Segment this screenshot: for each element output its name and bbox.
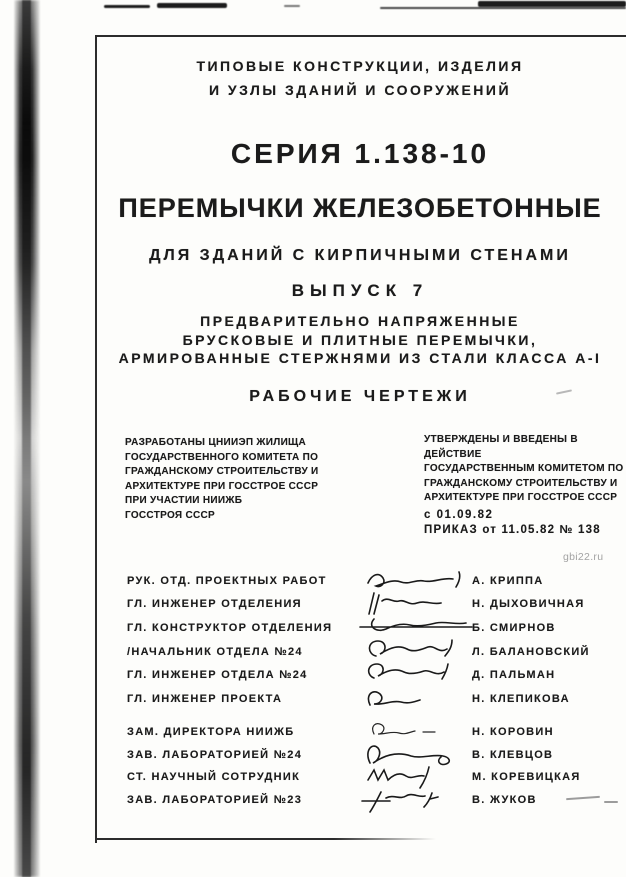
developed-line: ПРИ УЧАСТИИ НИИЖБ: [125, 495, 243, 507]
signature-scrawl: [360, 687, 472, 711]
signatories-niizhb: [127, 721, 607, 811]
category-line-1: ТИПОВЫЕ КОНСТРУКЦИИ, ИЗДЕЛИЯ: [196, 58, 524, 74]
developed-by-block: [125, 436, 325, 524]
scan-mark: [284, 5, 300, 7]
signatory-row: [127, 789, 607, 812]
signatory-title: РУК. ОТД. ПРОЕКТНЫХ РАБОТ: [127, 574, 327, 587]
signatory-title: ЗАМ. ДИРЕКТОРА НИИЖБ: [127, 726, 295, 739]
site-watermark: gbi22.ru: [563, 551, 604, 563]
description-line-3: АРМИРОВАННЫЕ СТЕРЖНЯМИ ИЗ СТАЛИ КЛАССА А-I: [118, 350, 602, 366]
signatory-title: ГЛ. КОНСТРУКТОР ОТДЕЛЕНИЯ: [127, 621, 333, 634]
document-subtitle: ДЛЯ ЗДАНИЙ С КИРПИЧНЫМИ СТЕНАМИ: [149, 247, 571, 264]
approved-line: АРХИТЕКТУРЕ ПРИ ГОССТРОЕ СССР: [424, 492, 618, 504]
signatory-title: ГЛ. ИНЖЕНЕР ОТДЕЛЕНИЯ: [127, 598, 302, 611]
issue-number: ВЫПУСК 7: [291, 281, 429, 300]
approved-line: ГРАЖДАНСКОМУ СТРОИТЕЛЬСТВУ И: [424, 477, 618, 489]
signatory-name: Н. КОРОВИН: [472, 726, 554, 739]
developed-line: ГОСУДАРСТВЕННОГО КОМИТЕТА ПО: [125, 451, 319, 463]
signatory-title: /НАЧАЛЬНИК ОТДЕЛА №24: [127, 645, 303, 658]
signatory-name: Н. КЛЕПИКОВА: [472, 692, 570, 705]
approved-by-block: [424, 433, 624, 537]
signatory-title: ЗАВ. ЛАБОРАТОРИЕЙ №23: [127, 794, 303, 807]
scan-mark: [380, 7, 626, 9]
scan-edge-streak: [22, 0, 31, 877]
signatory-name: В. ЖУКОВ: [472, 794, 537, 807]
signatory-name: Д. ПАЛЬМАН: [472, 669, 556, 682]
document-description: [100, 312, 620, 368]
signatory-title: СТ. НАУЧНЫЙ СОТРУДНИК: [127, 771, 301, 784]
developed-line: РАЗРАБОТАНЫ ЦНИИЭП ЖИЛИЩА: [125, 437, 307, 448]
document-category: [100, 54, 620, 102]
signatory-name: Л. БАЛАНОВСКИЙ: [472, 645, 590, 658]
signatory-title: ЗАВ. ЛАБОРАТОРИЕЙ №24: [127, 748, 303, 761]
developed-line: ГОССТРОЯ СССР: [125, 509, 216, 521]
description-line-2: БРУСКОВЫЕ И ПЛИТНЫЕ ПЕРЕМЫЧКИ,: [182, 331, 538, 348]
scan-mark: [104, 5, 150, 8]
approved-order-number: ПРИКАЗ от 11.05.82 № 138: [424, 523, 601, 536]
signatory-name: Б. СМИРНОВ: [472, 621, 556, 634]
signatory-name: М. КОРЕВИЦКАЯ: [472, 771, 581, 784]
approved-line: УТВЕРЖДЕНЫ И ВВЕДЕНЫ В ДЕЙСТВИЕ: [424, 434, 578, 460]
signatory-row: [127, 687, 607, 711]
approved-line: ГОСУДАРСТВЕННЫМ КОМИТЕТОМ ПО: [424, 463, 624, 475]
series-number: СЕРИЯ 1.138-10: [230, 138, 490, 169]
developed-line: ГРАЖДАНСКОМУ СТРОИТЕЛЬСТВУ И: [125, 466, 319, 478]
working-drawings-label: РАБОЧИЕ ЧЕРТЕЖИ: [249, 388, 471, 405]
scan-edge-band: [13, 0, 41, 877]
category-line-2: И УЗЛЫ ЗДАНИЙ И СООРУЖЕНИЙ: [208, 82, 512, 98]
scan-mark: [157, 3, 227, 8]
signatory-name: В. КЛЕВЦОВ: [472, 748, 554, 761]
description-line-1: ПРЕДВАРИТЕЛЬНО НАПРЯЖЕННЫЕ: [200, 313, 520, 329]
document-title: ПЕРЕМЫЧКИ ЖЕЛЕЗОБЕТОННЫЕ: [118, 193, 602, 223]
signature-scrawl: [360, 789, 472, 812]
scan-mark: [478, 1, 626, 7]
approved-effective-date: с 01.09.82: [424, 508, 494, 521]
page-border-bottom: [96, 838, 436, 840]
signatory-title: ГЛ. ИНЖЕНЕР ПРОЕКТА: [127, 692, 283, 705]
signatories-institute: [127, 569, 607, 711]
signatory-title: ГЛ. ИНЖЕНЕР ОТДЕЛА №24: [127, 669, 308, 682]
developed-line: АРХИТЕКТУРЕ ПРИ ГОССТРОЕ СССР: [125, 480, 319, 492]
signatory-name: А. КРИППА: [472, 574, 544, 587]
signatory-name: Н. ДЫХОВИЧНАЯ: [472, 598, 585, 611]
